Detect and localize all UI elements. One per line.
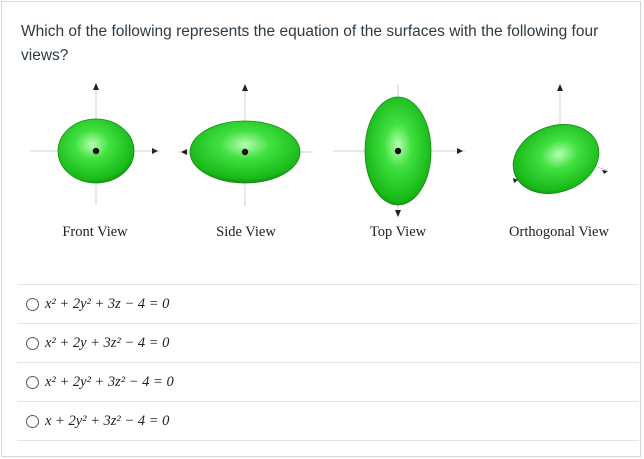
top-view-label: Top View	[369, 224, 427, 240]
answer-text: x² + 2y² + 3z − 4 = 0	[45, 295, 170, 312]
front-view-figure	[20, 74, 170, 254]
radio-button[interactable]	[26, 298, 39, 311]
answer-text: x² + 2y + 3z² − 4 = 0	[45, 334, 170, 351]
answer-option-4[interactable]	[17, 401, 639, 441]
front-view-image	[20, 74, 170, 224]
radio-button[interactable]	[26, 415, 39, 428]
side-view-label: Side View	[216, 224, 276, 240]
answer-list	[17, 284, 639, 441]
side-view-image	[171, 74, 321, 224]
view-figures	[2, 74, 644, 254]
side-view-figure	[171, 74, 321, 254]
answer-option-1[interactable]	[17, 284, 639, 323]
answer-text: x² + 2y² + 3z² − 4 = 0	[45, 373, 174, 390]
answer-text: x + 2y² + 3z² − 4 = 0	[45, 412, 170, 429]
radio-button[interactable]	[26, 337, 39, 350]
orthogonal-view-label: Orthogonal View	[509, 224, 609, 240]
top-view-figure	[323, 74, 473, 254]
question-card	[1, 1, 641, 457]
radio-button[interactable]	[26, 376, 39, 389]
question-text: Which of the following represents the equation of the surfaces with the following four views?	[21, 23, 599, 64]
top-view-image	[323, 74, 473, 224]
orthogonal-view-figure	[484, 74, 634, 254]
front-view-label: Front View	[62, 224, 128, 240]
orthogonal-view-image	[484, 74, 634, 224]
answer-option-3[interactable]	[17, 362, 639, 401]
answer-option-2[interactable]	[17, 323, 639, 362]
